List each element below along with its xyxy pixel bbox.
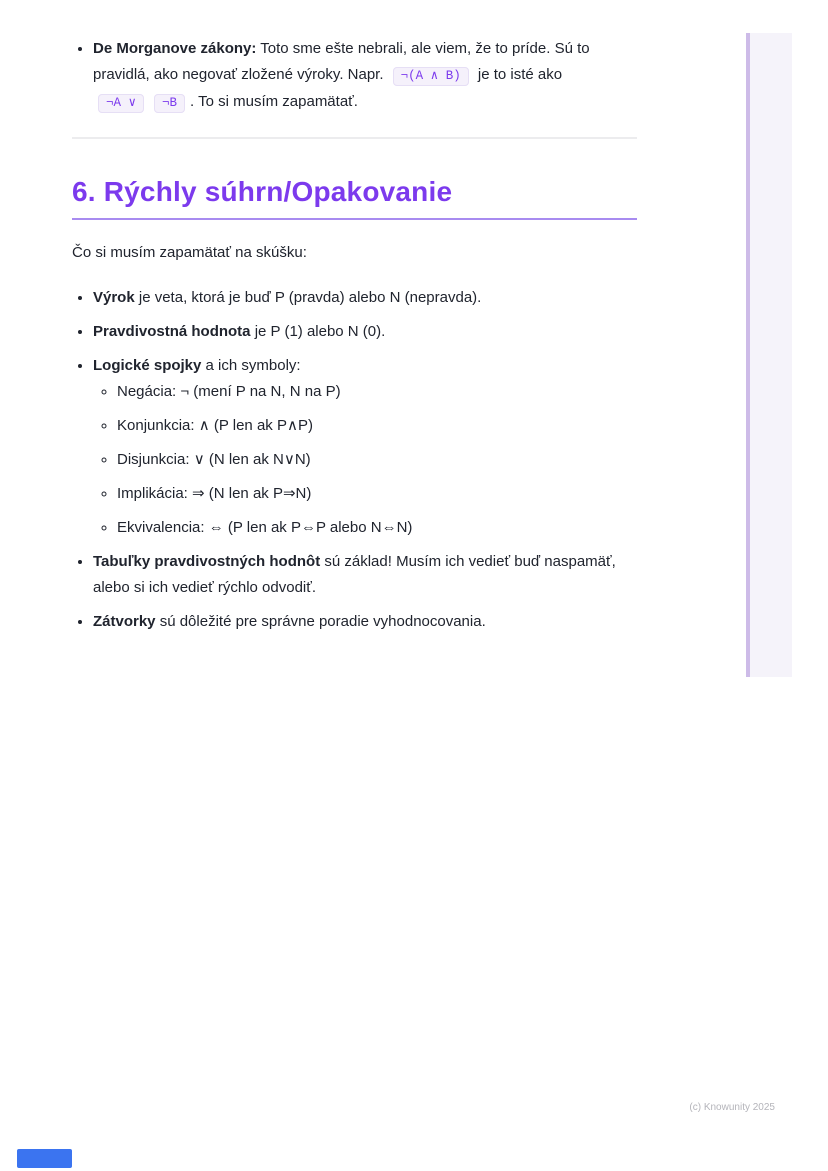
body-text: je to isté ako xyxy=(473,66,563,83)
page-corner-bar xyxy=(17,1149,72,1168)
code-chip: ¬(A ∧ B) xyxy=(393,67,469,86)
term-label: Pravdivostná hodnota xyxy=(93,323,251,340)
term-label: Logické spojky xyxy=(93,357,202,374)
body-text: Toto sme ešte nebrali, ale viem, že to príde. Sú to pravidlá, ako negovať zložené výroky. Napr. xyxy=(93,40,590,83)
term-label: Výrok xyxy=(93,289,135,306)
summary-item: • Výrok je veta, ktorá je buď P (pravda) alebo N (nepravda). xyxy=(93,285,637,311)
term-label: De Morganove zákony: xyxy=(93,40,257,57)
symbol-item: ◦ Implikácia: ⇒ (N len ak P⇒N) xyxy=(117,481,637,507)
code-chip: ¬B xyxy=(154,94,185,113)
term-label: Zátvorky xyxy=(93,613,156,630)
symbol-item: ◦ Disjunkcia: ∨ (N len ak N∨N) xyxy=(117,447,637,473)
term-label: Tabuľky pravdivostných hodnôt xyxy=(93,553,321,570)
code-chip: ¬A ∨ xyxy=(98,94,144,113)
document-content xyxy=(72,36,637,643)
footer-credit: (c) Knowunity 2025 xyxy=(689,1102,775,1113)
summary-item: • Logické spojky a ich symboly: ◦ Negácia: ¬ (mení P na N, N na P) ◦ Konjunkcia: ∧ (P len ak P∧P) ◦ Disjunkcia: ∨ (N len ak N∨N) ◦ Implikácia: ⇒ (N len ak P⇒N) ◦ Ekvivalencia: ⇔ (P len ak P⇔P alebo N⇔N) xyxy=(93,353,637,541)
summary-item: • Zátvorky sú dôležité pre správne poradie vyhodnocovania. xyxy=(93,609,637,635)
intro-paragraph: Čo si musím zapamätať na skúšku: xyxy=(72,244,307,261)
page-edge-strip xyxy=(746,33,792,677)
summary-item: • Tabuľky pravdivostných hodnôt sú základ! Musím ich vedieť buď naspamäť, alebo si ich vedieť rýchlo odvodiť. xyxy=(93,549,637,601)
body-text: . To si musím zapamätať. xyxy=(190,93,358,110)
de-morgan-list xyxy=(72,36,637,116)
symbol-item: ◦ Ekvivalencia: ⇔ (P len ak P⇔P alebo N⇔N) xyxy=(117,515,637,541)
section-divider xyxy=(72,137,637,139)
symbol-item: ◦ Negácia: ¬ (mení P na N, N na P) xyxy=(117,379,637,405)
symbols-sublist xyxy=(93,379,637,541)
summary-item: • Pravdivostná hodnota je P (1) alebo N (0). xyxy=(93,319,637,345)
de-morgan-item xyxy=(93,36,637,116)
section-heading: 6. Rýchly súhrn/Opakovanie xyxy=(72,175,637,220)
symbol-item: ◦ Konjunkcia: ∧ (P len ak P∧P) xyxy=(117,413,637,439)
summary-list xyxy=(72,285,637,635)
